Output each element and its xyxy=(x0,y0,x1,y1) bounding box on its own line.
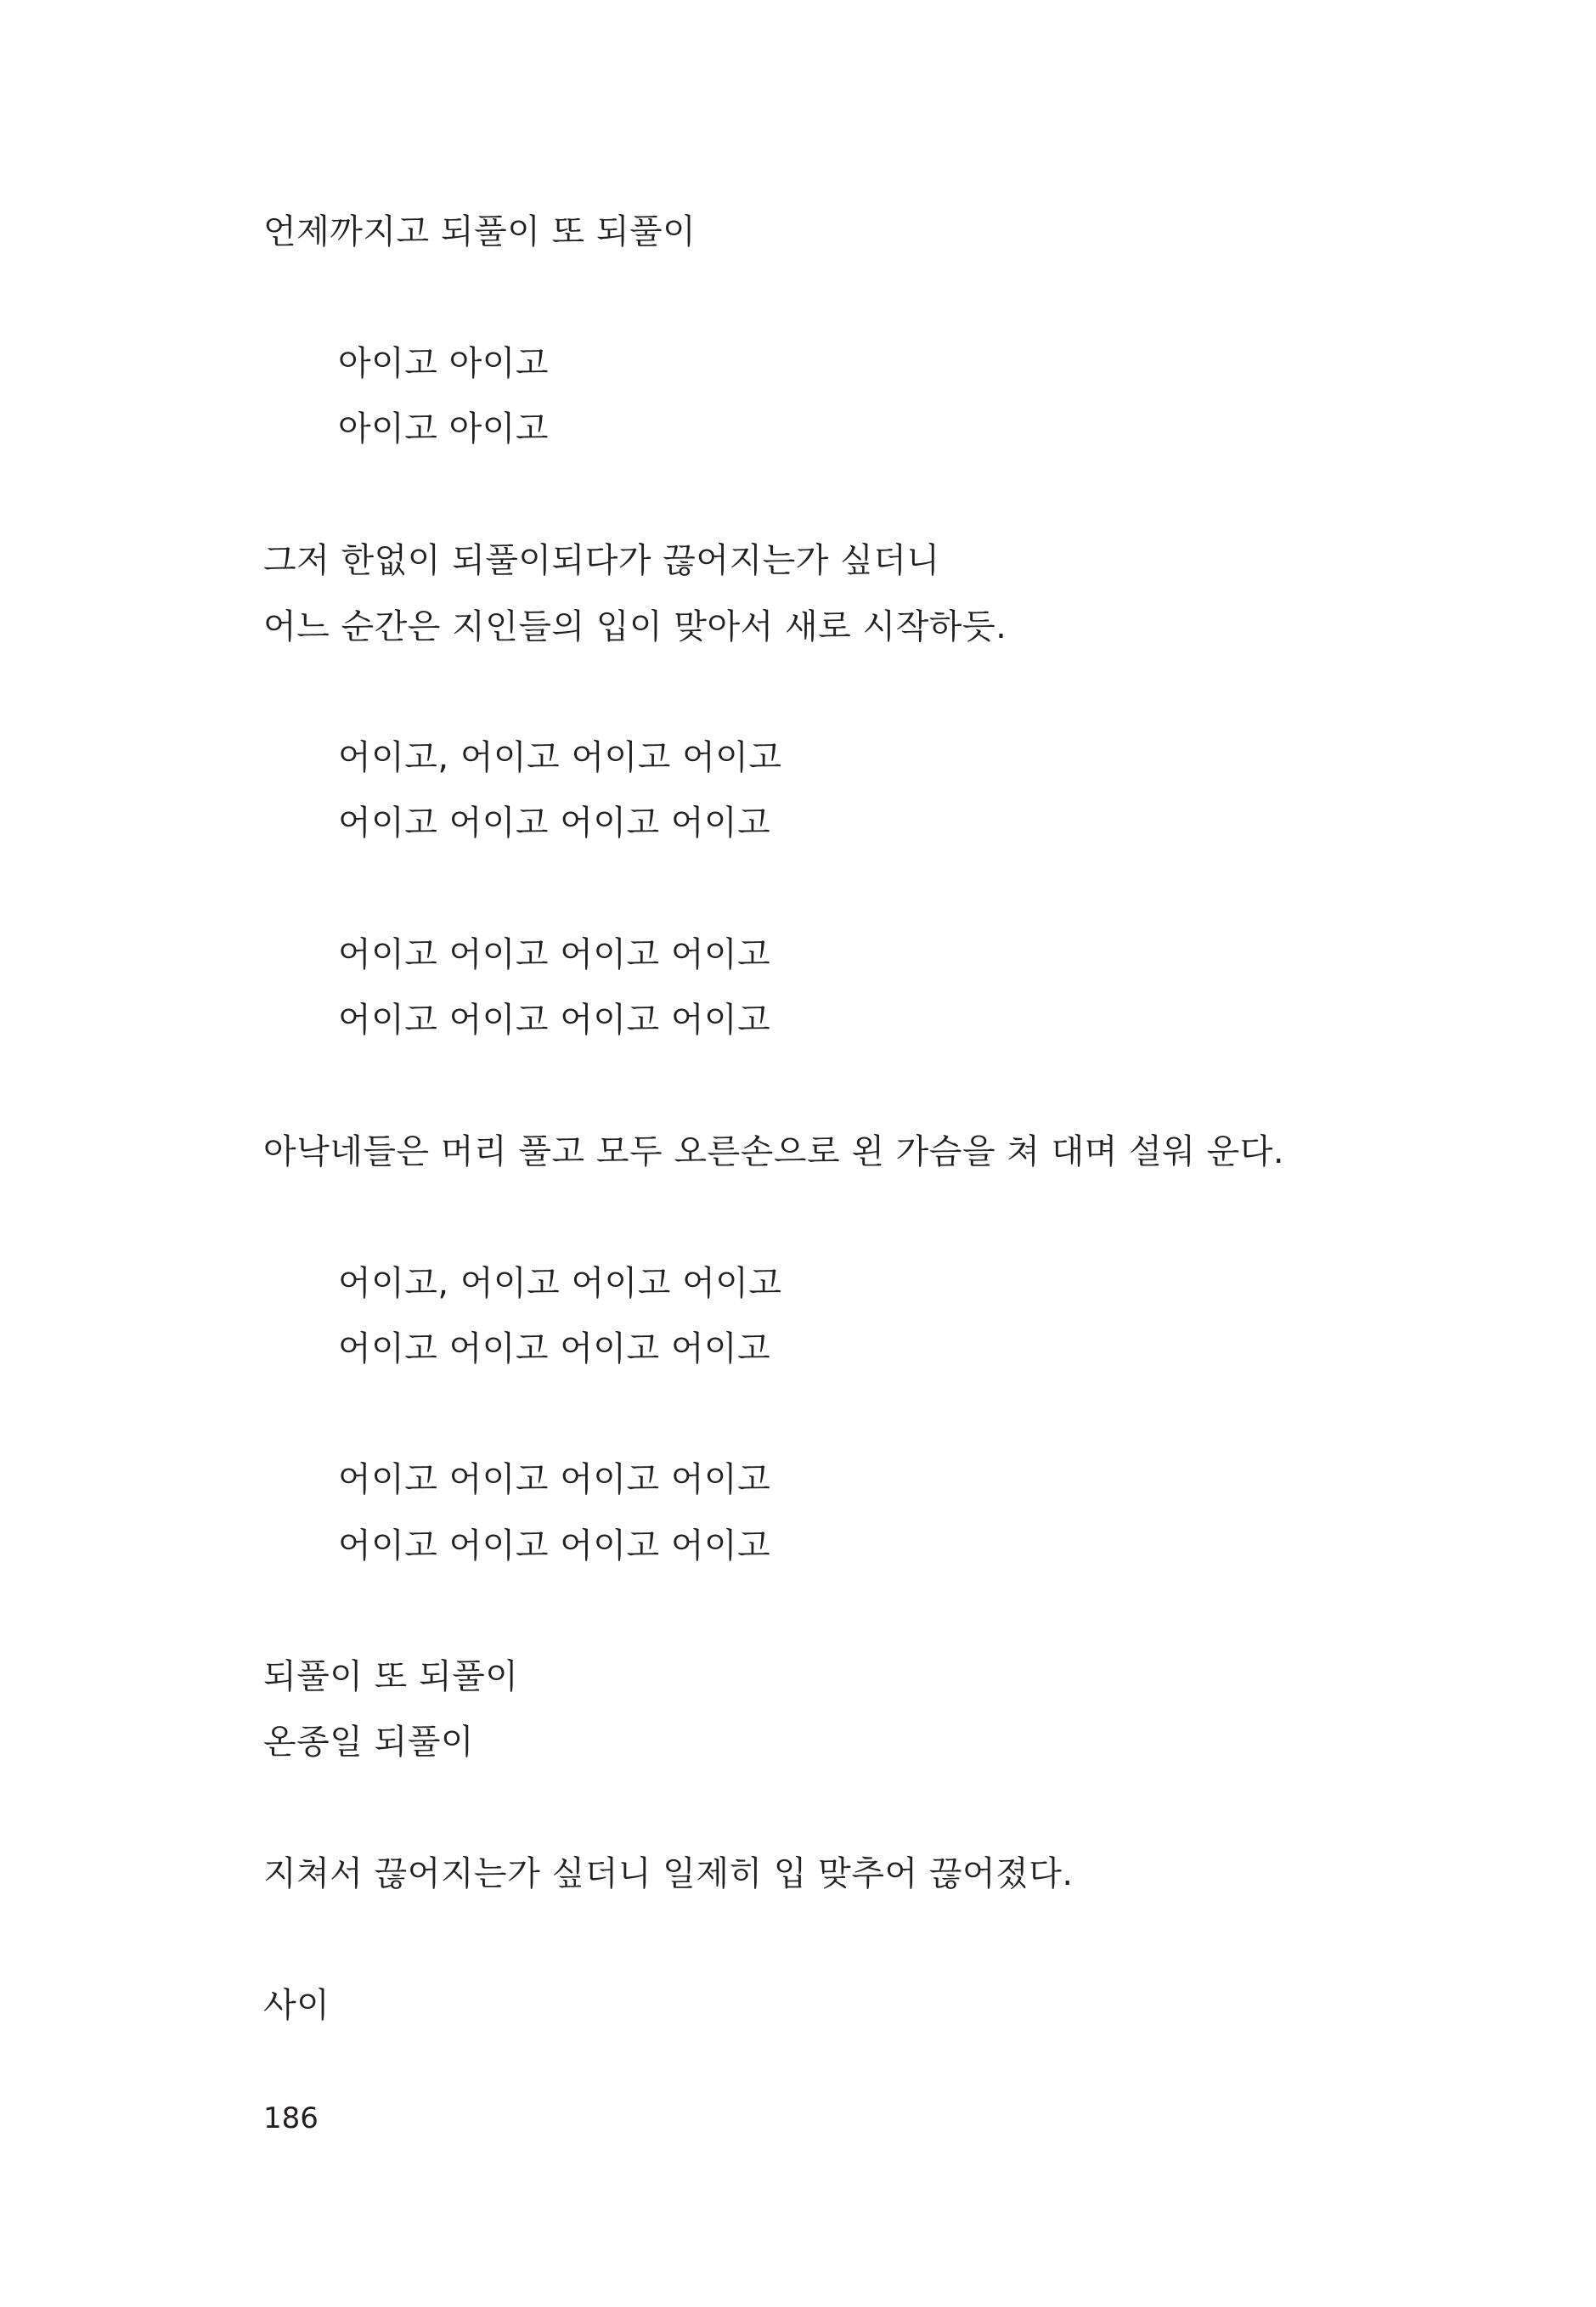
poem-line: 아이고 아이고 xyxy=(338,409,550,448)
poem-line: 어이고 어이고 어이고 어이고 xyxy=(338,1329,771,1368)
poem-line: 지쳐서 끊어지는가 싶더니 일제히 입 맞추어 끊어졌다. xyxy=(263,1854,1074,1893)
poem-line: 사이 xyxy=(263,1986,330,2025)
poem-line: 어이고 어이고 어이고 어이고 xyxy=(338,1460,771,1499)
poem-line: 아이고 아이고 xyxy=(338,344,550,383)
poem-line: 그저 한없이 되풀이되다가 끊어지는가 싶더니 xyxy=(263,541,940,580)
poem-line: 어이고 어이고 어이고 어이고 xyxy=(338,1526,771,1565)
poem-line: 어이고 어이고 어이고 어이고 xyxy=(338,804,771,843)
poem-line: 언제까지고 되풀이 또 되풀이 xyxy=(263,212,696,251)
page-number: 186 xyxy=(263,2101,319,2135)
poem-line: 어느 순간은 지인들의 입이 맞아서 새로 시작하듯. xyxy=(263,607,1007,646)
poem-line: 되풀이 또 되풀이 xyxy=(263,1657,519,1696)
poem-line: 어이고, 어이고 어이고 어이고 xyxy=(338,738,782,777)
poem-line: 아낙네들은 머리 풀고 모두 오른손으로 왼 가슴을 쳐 대며 설워 운다. xyxy=(263,1132,1285,1171)
poem-line: 어이고, 어이고 어이고 어이고 xyxy=(338,1264,782,1303)
poem-line: 어이고 어이고 어이고 어이고 xyxy=(338,935,771,974)
poem-line: 온종일 되풀이 xyxy=(263,1723,475,1762)
poem-line: 어이고 어이고 어이고 어이고 xyxy=(338,1001,771,1040)
